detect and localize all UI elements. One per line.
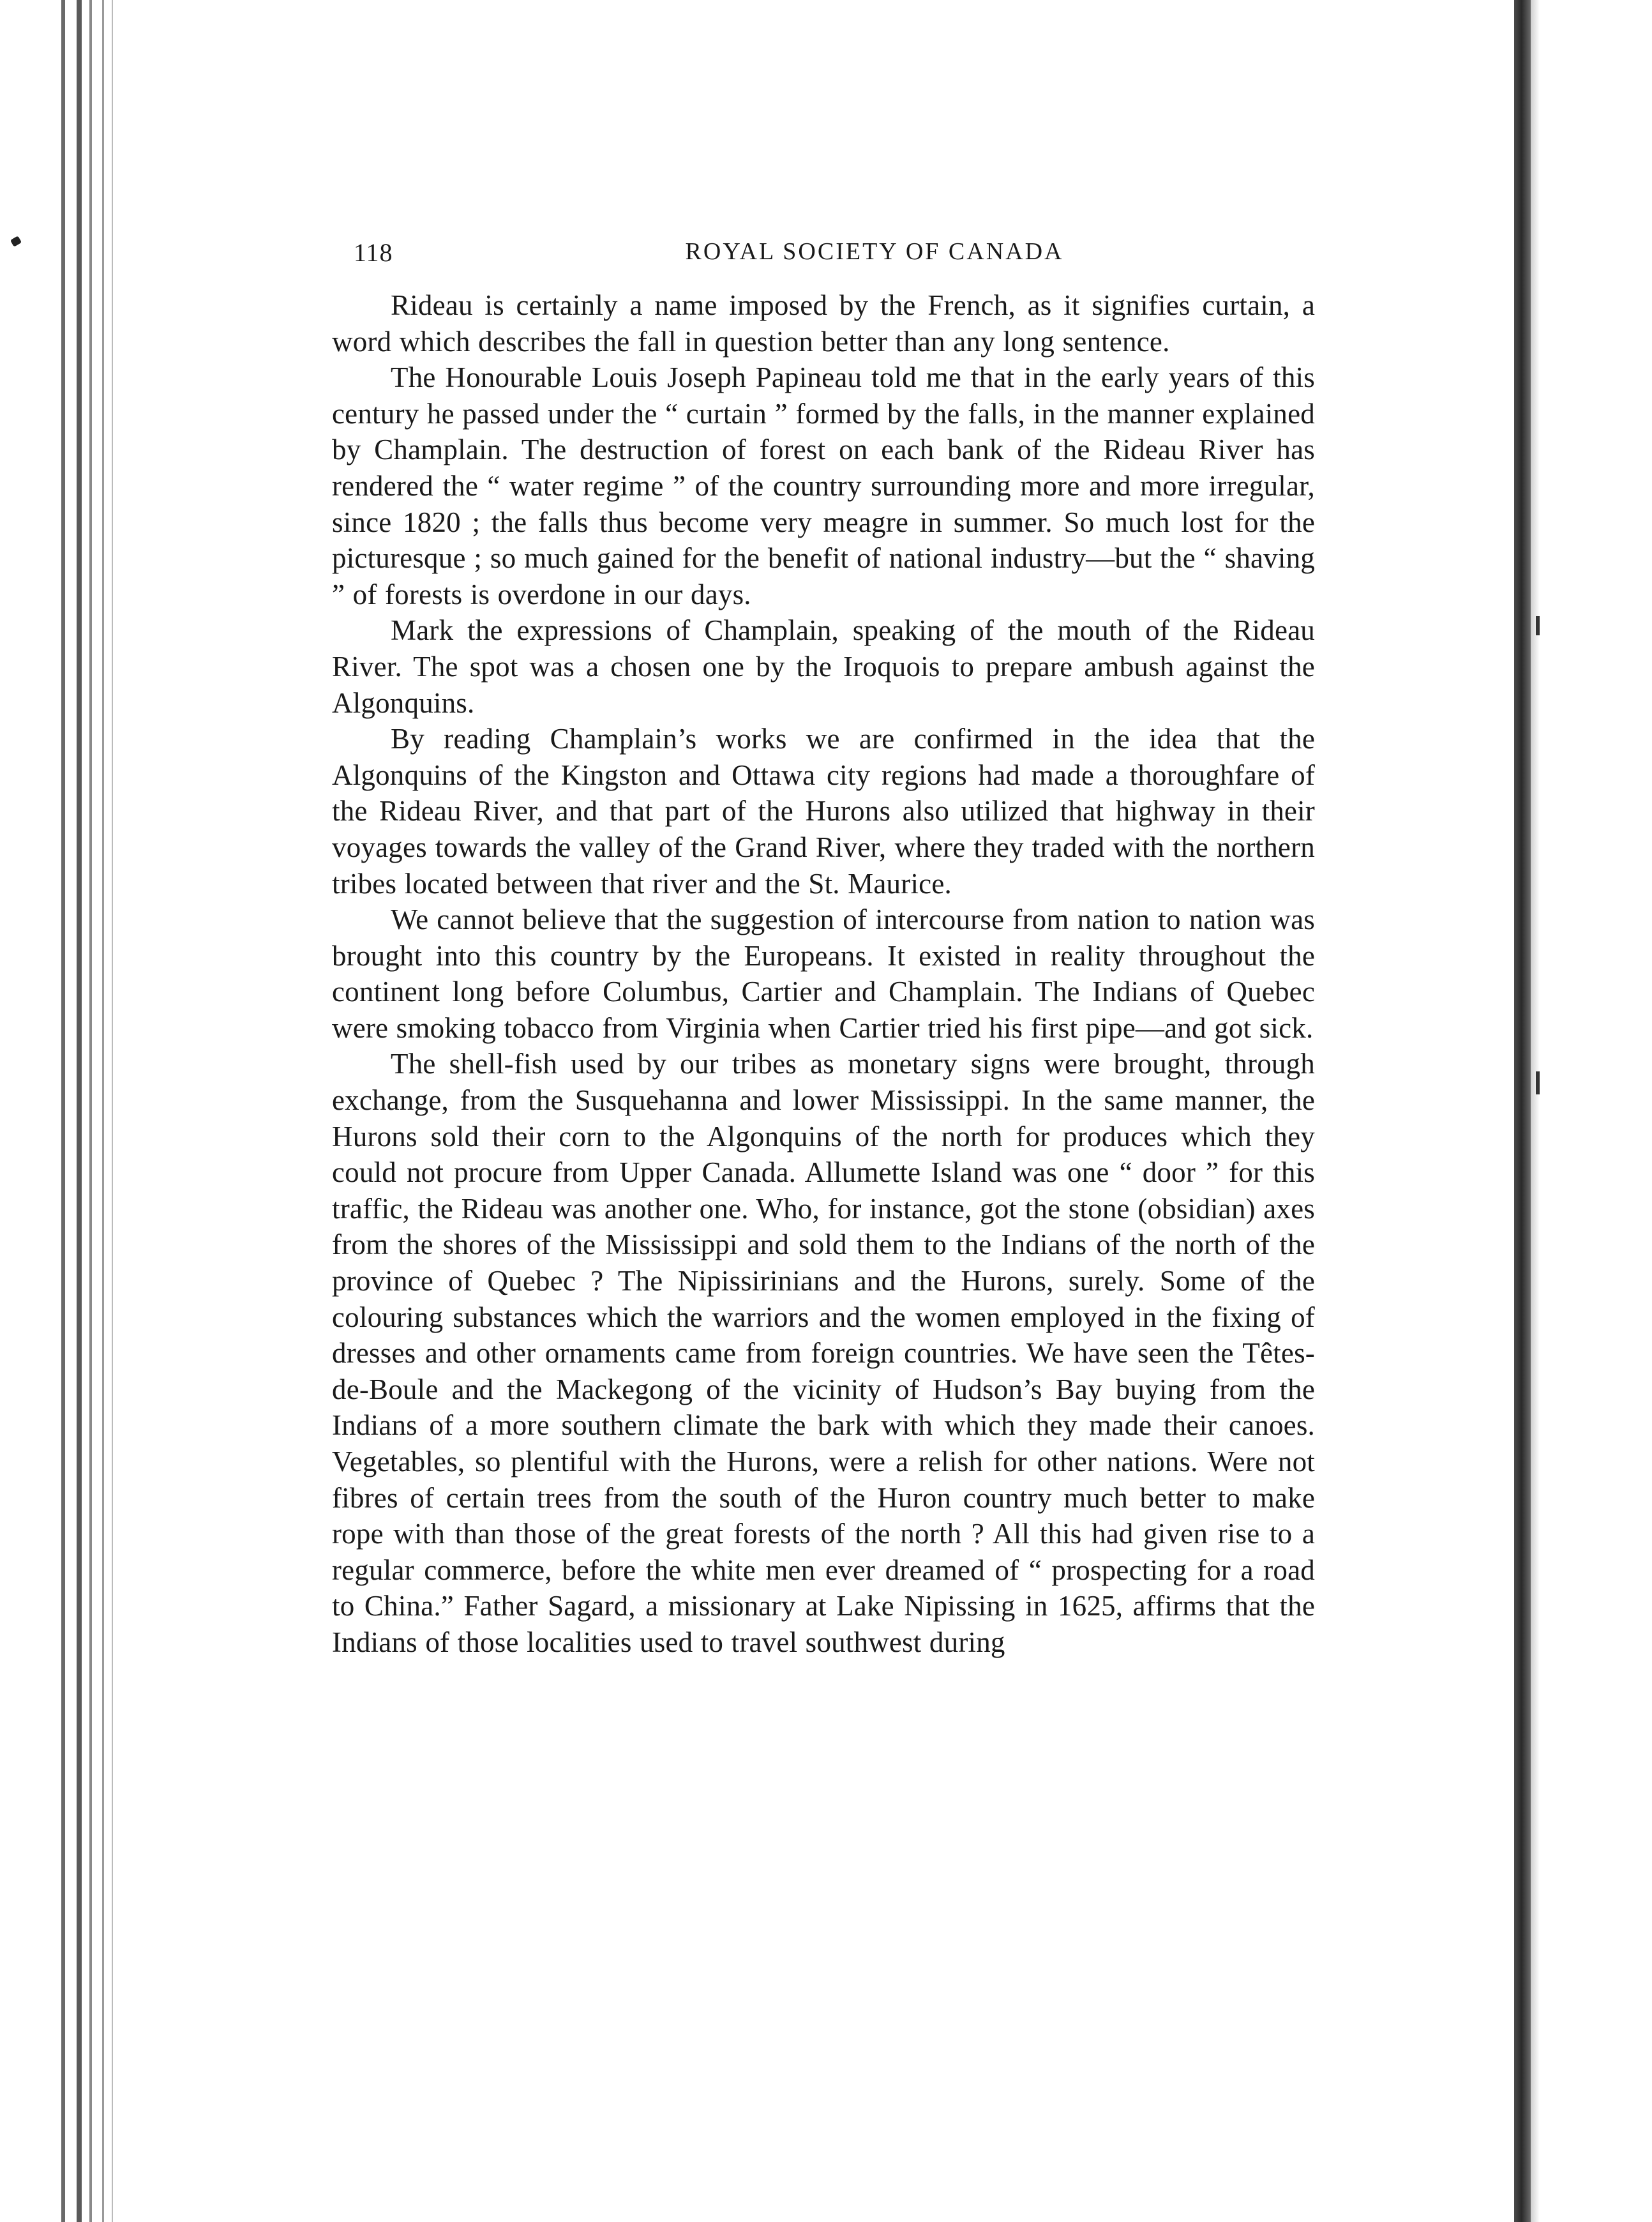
page-edge (112, 0, 113, 2222)
gutter-shadow (1531, 0, 1540, 2222)
paragraph: The shell-fish used by our tribes as monetary signs were brought, through exchange, from the Susquehanna and lower Mississippi. In the same manner, the Hurons sold their corn to the Algonquins of the north for produces which they could not procure from Upper Canada. Allumette Island was one “ door ” for this traffic, the Rideau was another one. Who, for instance, got the stone (obsidian) axes from the shores of the Mississippi and sold them to the Indians of the north of the province of Quebec ? The Nipissirinians and the Hurons, surely. Some of the colouring substances which the warriors and the women employed in the fixing of dresses and other ornaments came from foreign countries. We have seen the Têtes-de-Boule and the Mackegong of the vicinity of Hudson’s Bay buying from the Indians of a more southern climate the bark with which they made their canoes. Vegetables, so plentiful with the Hurons, were a relish for other nations. Were not fibres of certain trees from the south of the Huron country much better to make rope with than those of the great forests of the north ? All this had given rise to a regular commerce, before the white men ever dreamed of “ prospecting for a road to China.” Father Sagard, a missionary at Lake Nipissing in 1625, affirms that the Indians of those localities used to travel southwest during (332, 1048, 1315, 1658)
facing-page-mark (1536, 1071, 1540, 1094)
paragraph: Mark the expressions of Champlain, speaking of the mouth of the Rideau River. The spot was a chosen one by the Iroquois to prepare ambush against the Algonquins. (332, 614, 1315, 719)
page-edge (102, 0, 104, 2222)
book-gutter (1514, 0, 1531, 2222)
paragraph: The Honourable Louis Joseph Papineau told me that in the early years of this century he passed under the “ curtain ” formed by the falls, in the manner explained by Champlain. The destruction of forest on each bank of the Rideau River has rendered the “ water regime ” of the country surrounding more and more irregular, since 1820 ; the falls thus become very meagre in summer. So much lost for the picturesque ; so much gained for the benefit of national industry—but the “ shaving ” of forests is overdone in our days. (332, 361, 1315, 610)
page-content (332, 238, 1315, 1661)
paragraph: Rideau is certainly a name imposed by the French, as it signifies curtain, a word which describes the fall in question better than any long sentence. (332, 289, 1315, 358)
page-edge (89, 0, 92, 2222)
facing-page-mark (1536, 616, 1540, 635)
running-title: ROYAL SOCIETY OF CANADA (685, 238, 1064, 265)
running-head (332, 238, 1315, 276)
page-number: 118 (354, 238, 393, 267)
paragraph: By reading Champlain’s works we are confirmed in the idea that the Algonquins of the Kingston and Ottawa city regions had made a thoroughfare of the Rideau River, and that part of the Hurons also utilized that highway in their voyages towards the valley of the Grand River, where they traded with the northern tribes located between that river and the St. Maurice. (332, 723, 1315, 900)
paragraph: We cannot believe that the suggestion of intercourse from nation to nation was brought into this country by the Europeans. It existed in reality throughout the continent long before Columbus, Cartier and Champlain. The Indians of Quebec were smoking tobacco from Virginia when Cartier tried his first pipe—and got sick. (332, 903, 1315, 1044)
page-edge (61, 0, 65, 2222)
page-edge (77, 0, 82, 2222)
scan-speck (10, 236, 22, 246)
